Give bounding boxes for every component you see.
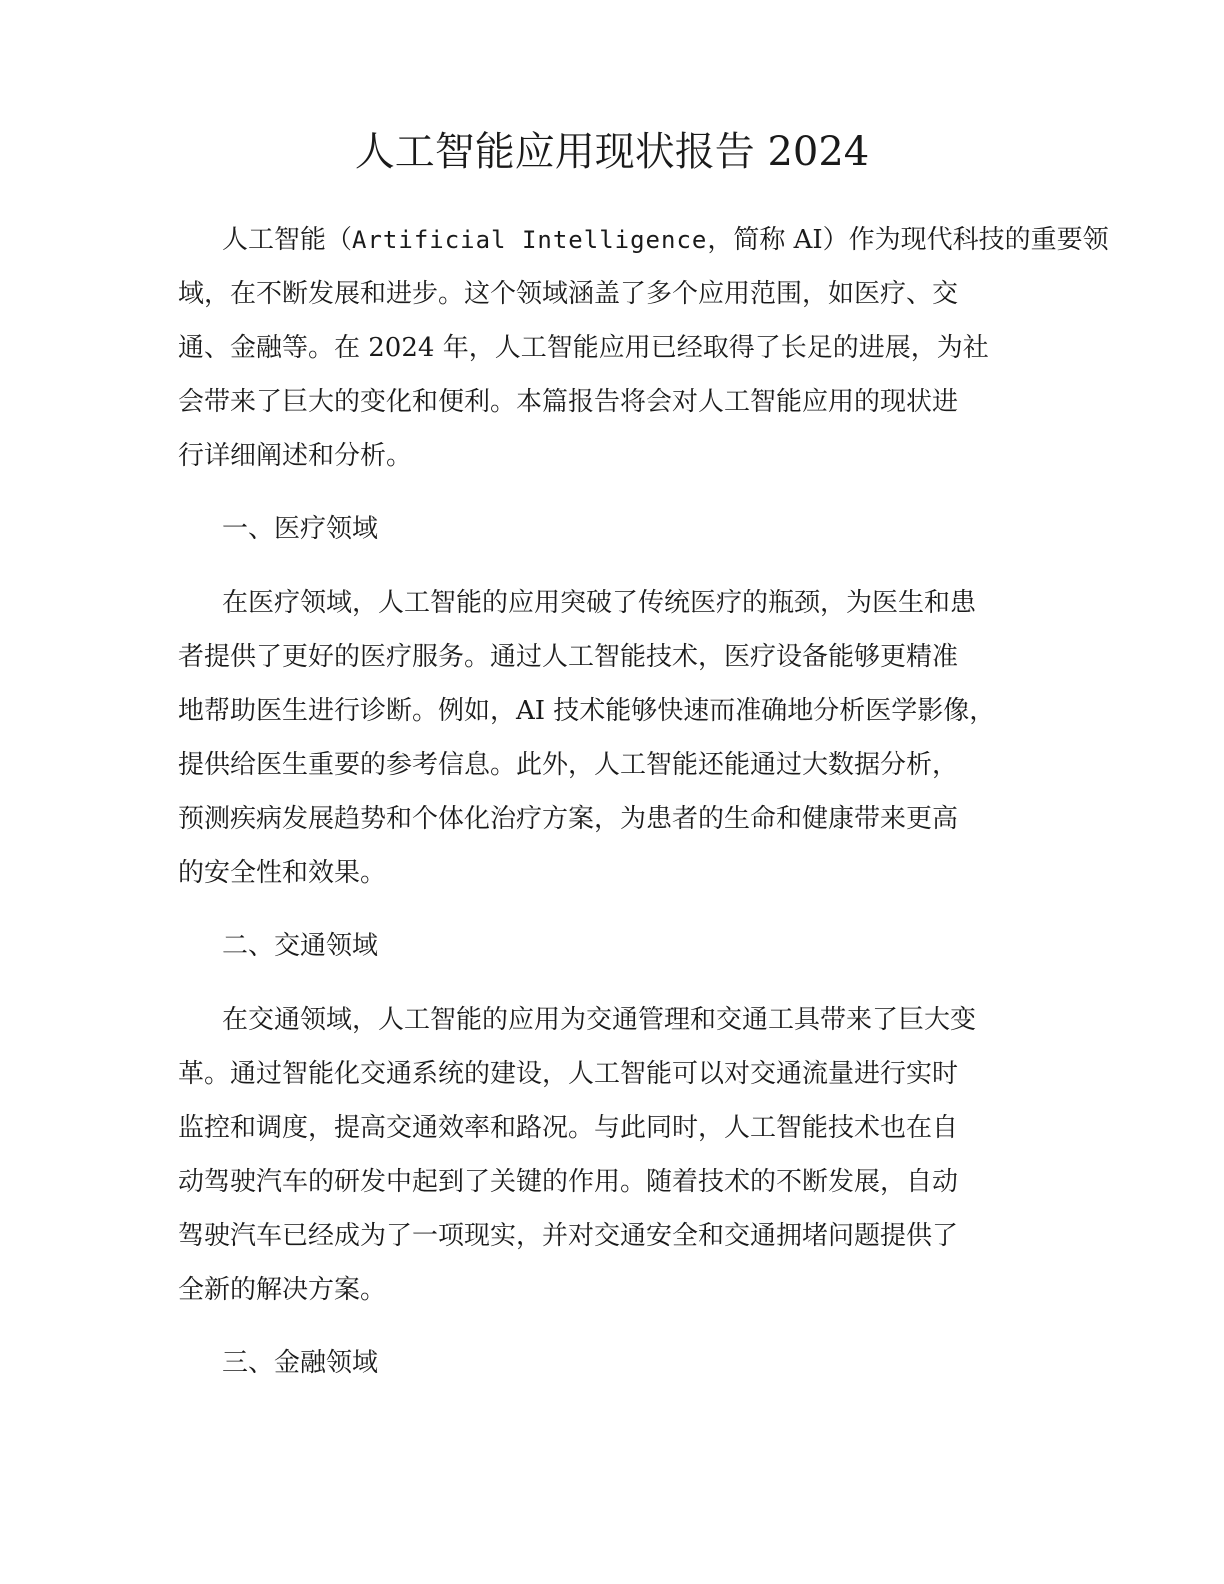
intro-line: 会带来了巨大的变化和便利。本篇报告将会对人工智能应用的现状进 <box>178 387 959 417</box>
medical-line: 提供给医生重要的参考信息。此外，人工智能还能通过大数据分析， <box>178 750 959 780</box>
intro-line-1 <box>222 222 1109 258</box>
transport-line: 在交通领域，人工智能的应用为交通管理和交通工具带来了巨大变 <box>222 1005 977 1035</box>
intro-line-1-post: ，简称 AI）作为现代科技的重要领 <box>707 225 1109 255</box>
section-heading-finance: 三、金融领域 <box>222 1348 379 1378</box>
section-heading-transport: 二、交通领域 <box>222 931 379 961</box>
intro-line-1-english: Artificial Intelligence <box>352 226 708 254</box>
intro-line-1-pre: 人工智能（ <box>222 225 353 255</box>
medical-line: 者提供了更好的医疗服务。通过人工智能技术，医疗设备能够更精准 <box>178 642 959 672</box>
intro-line: 行详细阐述和分析。 <box>178 441 413 471</box>
medical-line: 地帮助医生进行诊断。例如，AI 技术能够快速而准确地分析医学影像， <box>178 696 996 726</box>
intro-line: 通、金融等。在 2024 年，人工智能应用已经取得了长足的进展，为社 <box>178 333 989 363</box>
transport-line: 革。通过智能化交通系统的建设，人工智能可以对交通流量进行实时 <box>178 1059 959 1089</box>
intro-line: 域，在不断发展和进步。这个领域涵盖了多个应用范围，如医疗、交 <box>178 279 959 309</box>
medical-line: 在医疗领域，人工智能的应用突破了传统医疗的瓶颈，为医生和患 <box>222 588 977 618</box>
medical-line: 的安全性和效果。 <box>178 858 387 888</box>
transport-line: 动驾驶汽车的研发中起到了关键的作用。随着技术的不断发展，自动 <box>178 1167 959 1197</box>
document-title: 人工智能应用现状报告 2024 <box>354 129 870 175</box>
medical-line: 预测疾病发展趋势和个体化治疗方案，为患者的生命和健康带来更高 <box>178 804 959 834</box>
transport-line: 驾驶汽车已经成为了一项现实，并对交通安全和交通拥堵问题提供了 <box>178 1221 959 1251</box>
transport-line: 全新的解决方案。 <box>178 1275 387 1305</box>
transport-line: 监控和调度，提高交通效率和路况。与此同时，人工智能技术也在自 <box>178 1113 959 1143</box>
section-heading-medical: 一、医疗领域 <box>222 514 379 544</box>
